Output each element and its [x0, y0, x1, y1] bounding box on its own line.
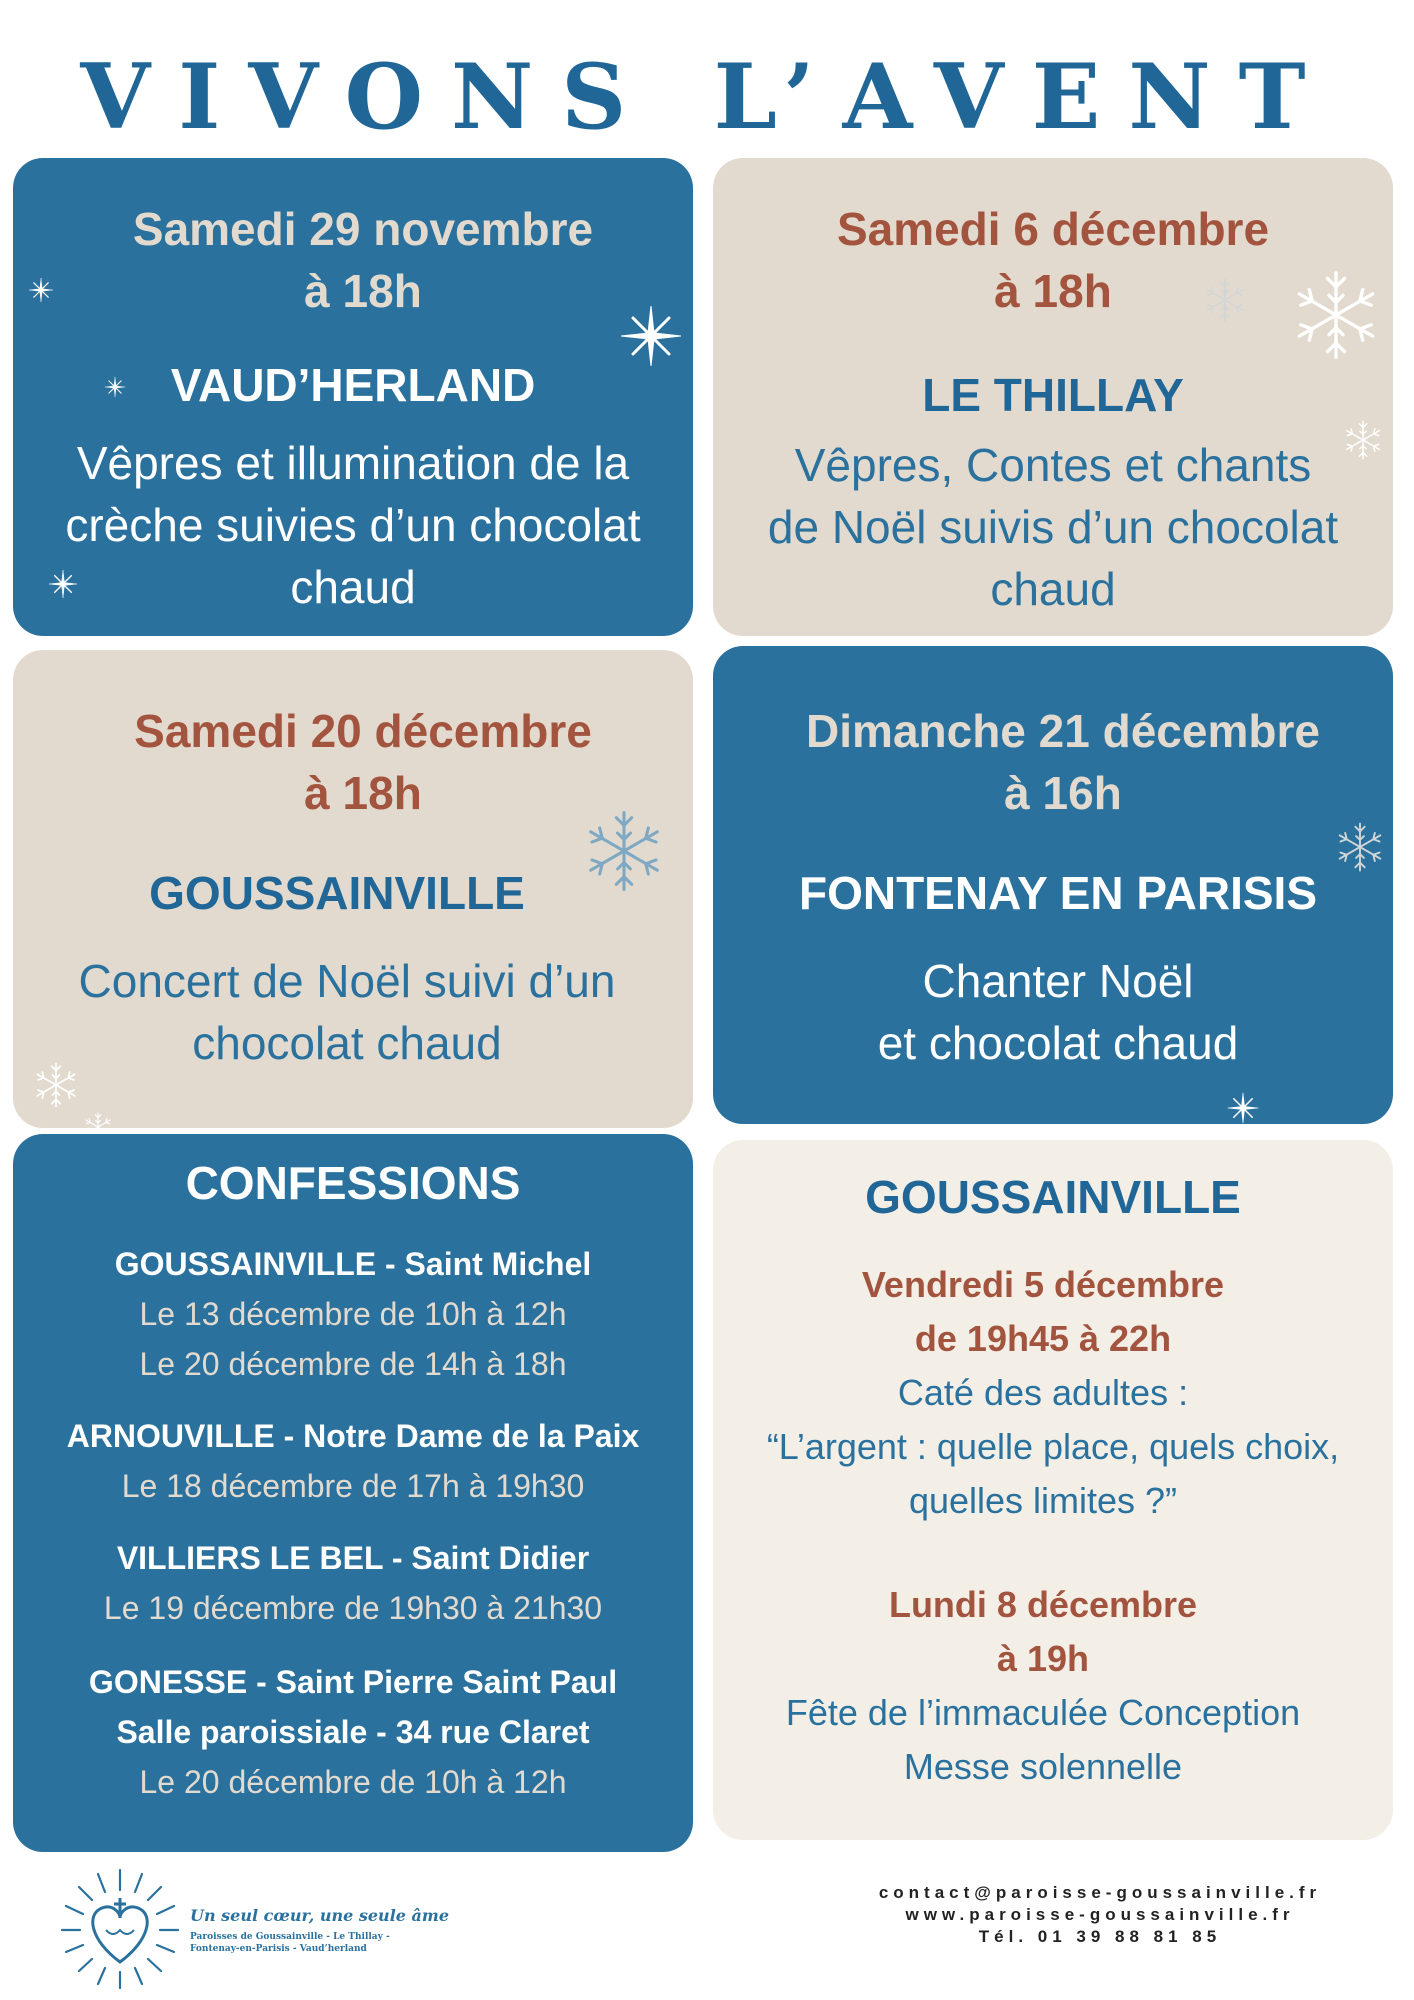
- confession-location: GOUSSAINVILLE - Saint Michel: [114, 1246, 592, 1282]
- confession-time: Le 18 décembre de 17h à 19h30: [121, 1468, 585, 1504]
- event-description-line: Caté des adultes :: [897, 1372, 1189, 1413]
- confessions-card: [13, 1134, 693, 1852]
- confession-location: VILLIERS LE BEL - Saint Didier: [116, 1540, 590, 1576]
- event-time: à 16h: [1004, 767, 1122, 819]
- event-place: GOUSSAINVILLE: [149, 867, 525, 919]
- confession-location: GONESSE - Saint Pierre Saint Paul: [88, 1664, 618, 1700]
- snowflake-icon: [583, 810, 665, 892]
- event-date: Vendredi 5 décembre: [861, 1264, 1225, 1305]
- event-card-vaudherland: [13, 158, 693, 636]
- snowflake-icon: [33, 1062, 79, 1108]
- page-title: VIVONS L’AVENT: [80, 44, 1334, 150]
- event-date: Samedi 6 décembre: [836, 203, 1270, 255]
- event-description-line: chaud: [290, 561, 416, 613]
- event-description-line: Chanter Noël: [922, 955, 1194, 1007]
- sparkle-icon: [98, 370, 132, 404]
- event-description-line: et chocolat chaud: [877, 1017, 1239, 1069]
- event-description-line: chaud: [990, 563, 1116, 615]
- snowflake-icon: [1343, 420, 1383, 460]
- event-time: à 18h: [994, 265, 1112, 317]
- event-description-line: “L’argent : quelle place, quels choix,: [766, 1426, 1340, 1467]
- logo-parishes: Fontenay-en-Parisis - Vaud’herland: [190, 1944, 367, 1954]
- event-description-line: crèche suivies d’un chocolat: [65, 499, 641, 551]
- event-place: LE THILLAY: [922, 369, 1184, 421]
- event-time: à 19h: [996, 1638, 1090, 1679]
- confession-time: Le 13 décembre de 10h à 12h: [139, 1296, 567, 1332]
- event-description-line: Vêpres, Contes et chants: [794, 439, 1312, 491]
- confession-location: ARNOUVILLE - Notre Dame de la Paix: [66, 1418, 640, 1454]
- event-description-line: Vêpres et illumination de la: [76, 437, 630, 489]
- logo-motto: Un seul cœur, une seule âme: [190, 1906, 449, 1925]
- sparkle-icon: [621, 306, 681, 366]
- event-place: FONTENAY EN PARISIS: [798, 867, 1318, 919]
- goussainville-card: [713, 1140, 1393, 1840]
- confession-time: Le 20 décembre de 14h à 18h: [139, 1346, 567, 1382]
- contact-email[interactable]: contact@paroisse-goussainville.fr: [878, 1883, 1322, 1902]
- event-card-goussainville: [13, 650, 693, 1128]
- sparkle-icon: [21, 270, 61, 310]
- confession-location: Salle paroissiale - 34 rue Claret: [116, 1714, 590, 1750]
- event-card-le-thillay: [713, 158, 1393, 636]
- event-description-line: Messe solennelle: [903, 1746, 1183, 1787]
- event-time: à 18h: [304, 767, 422, 819]
- event-description-line: quelles limites ?”: [908, 1480, 1178, 1521]
- event-date: Samedi 29 novembre: [132, 203, 594, 255]
- event-card-fontenay: [713, 646, 1393, 1124]
- event-time: de 19h45 à 22h: [914, 1318, 1172, 1359]
- confession-time: Le 19 décembre de 19h30 à 21h30: [103, 1590, 603, 1626]
- event-description-line: de Noël suivis d’un chocolat: [767, 501, 1339, 553]
- contact-website[interactable]: www.paroisse-goussainville.fr: [905, 1905, 1295, 1924]
- confessions-heading: CONFESSIONS: [185, 1157, 521, 1209]
- goussainville-heading: GOUSSAINVILLE: [865, 1171, 1241, 1223]
- event-description-line: Concert de Noël suivi d’un: [78, 955, 616, 1007]
- event-time: à 18h: [304, 265, 422, 317]
- logo-parishes: Paroisses de Goussainville - Le Thillay -: [190, 1932, 390, 1942]
- heart-cross-logo-icon: [58, 1866, 182, 1990]
- snowflake-icon: [1335, 822, 1385, 872]
- snowflake-icon: [1291, 270, 1381, 360]
- sparkle-icon: [43, 564, 83, 604]
- event-date: Dimanche 21 décembre: [806, 705, 1320, 757]
- confession-time: Le 20 décembre de 10h à 12h: [139, 1764, 567, 1800]
- event-description-line: Fête de l’immaculée Conception: [785, 1692, 1301, 1733]
- contact-phone: Tél. 01 39 88 81 85: [978, 1927, 1222, 1946]
- event-place: VAUD’HERLAND: [170, 359, 536, 411]
- snowflake-icon: [1203, 278, 1247, 322]
- event-date: Samedi 20 décembre: [134, 705, 592, 757]
- sparkle-icon: [1221, 1086, 1265, 1130]
- event-description-line: chocolat chaud: [192, 1017, 502, 1069]
- event-date: Lundi 8 décembre: [888, 1584, 1198, 1625]
